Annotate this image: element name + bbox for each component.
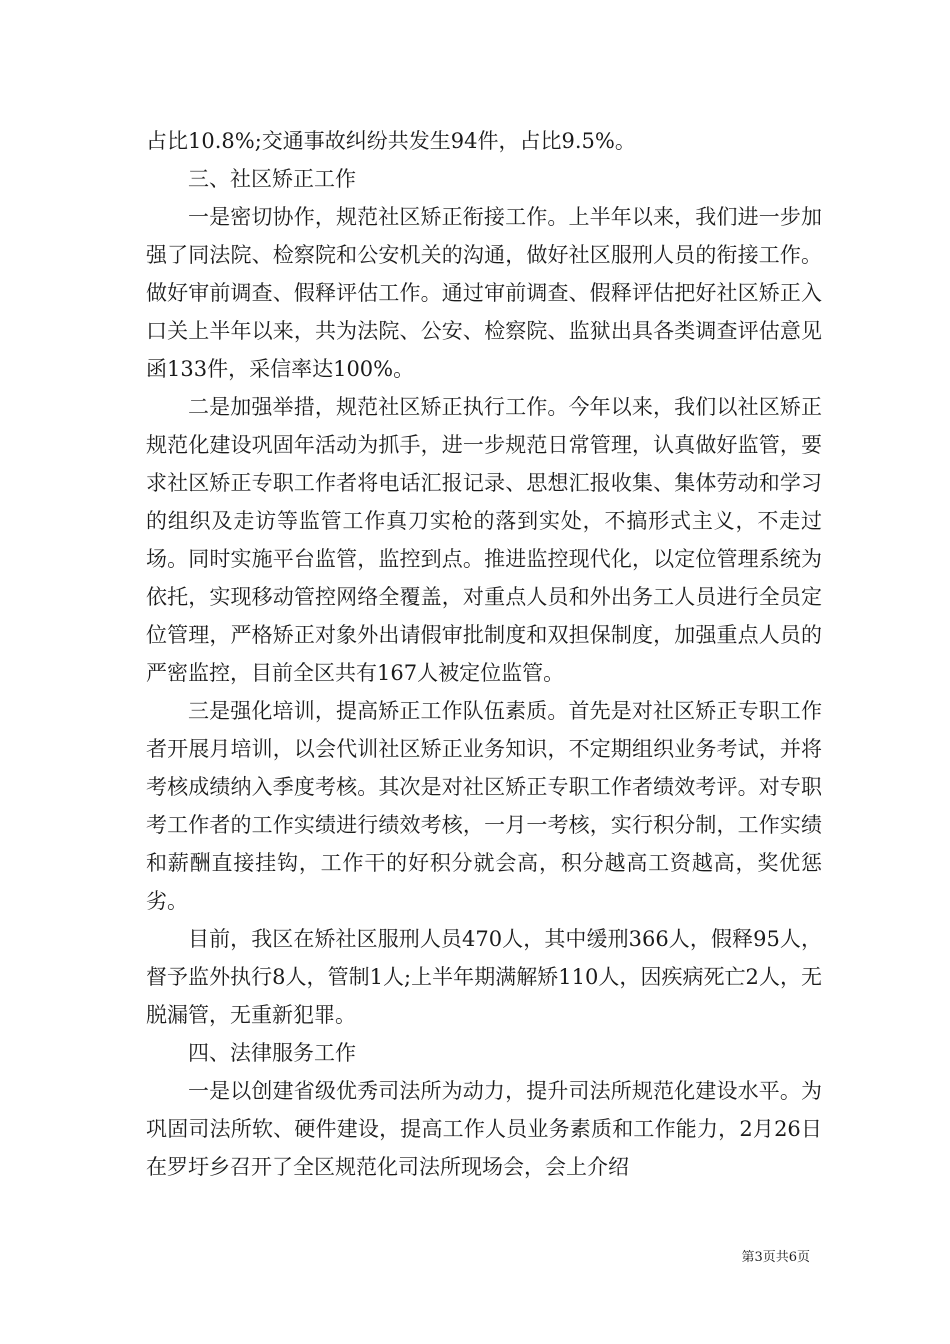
paragraph-statistics: 目前，我区在矫社区服刑人员470人，其中缓刑366人，假释95人，督予监外执行8人，管制1人;上半年期满解矫110人，因疾病死亡2人，无脱漏管，无重新犯罪。 bbox=[146, 927, 822, 1027]
document-body bbox=[146, 122, 822, 1186]
page-number-footer: 第3页共6页 bbox=[741, 1250, 810, 1265]
paragraph-enforcement: 二是加强举措，规范社区矫正执行工作。今年以来，我们以社区矫正规范化建设巩固年活动为抓手，进一步规范日常管理，认真做好监管，要求社区矫正专职工作者将电话汇报记录、思想汇报收集、集体劳动和学习的组织及走访等监管工作真刀实枪的落到实处，不搞形式主义，不走过场。同时实施平台监管，监控到点。推进监控现代化，以定位管理系统为依托，实现移动管控网络全覆盖，对重点人员和外出务工人员进行全员定位管理，严格矫正对象外出请假审批制度和双担保制度，加强重点人员的严密监控，目前全区共有167人被定位监管。 bbox=[146, 395, 822, 685]
section-heading-community-correction: 三、社区矫正工作 bbox=[188, 167, 356, 191]
paragraph-cooperation: 一是密切协作，规范社区矫正衔接工作。上半年以来，我们进一步加强了同法院、检察院和公安机关的沟通，做好社区服刑人员的衔接工作。做好审前调查、假释评估工作。通过审前调查、假释评估把好社区矫正入口关上半年以来，共为法院、公安、检察院、监狱出具各类调查评估意见函133件，采信率达100%。 bbox=[146, 205, 822, 381]
paragraph-training: 三是强化培训，提高矫正工作队伍素质。首先是对社区矫正专职工作者开展月培训，以会代训社区矫正业务知识，不定期组织业务考试，并将考核成绩纳入季度考核。其次是对社区矫正专职工作者绩效考评。对专职考工作者的工作实绩进行绩效考核，一月一考核，实行积分制，工作实绩和薪酬直接挂钩，工作干的好积分就会高，积分越高工资越高，奖优惩劣。 bbox=[146, 699, 822, 913]
section-heading-legal-services: 四、法律服务工作 bbox=[188, 1041, 356, 1065]
paragraph-continuation: 占比10.8%;交通事故纠纷共发生94件，占比9.5%。 bbox=[146, 129, 636, 153]
paragraph-judicial-office: 一是以创建省级优秀司法所为动力，提升司法所规范化建设水平。为巩固司法所软、硬件建设，提高工作人员业务素质和工作能力，2月26日在罗圩乡召开了全区规范化司法所现场会，会上介绍 bbox=[146, 1079, 822, 1179]
